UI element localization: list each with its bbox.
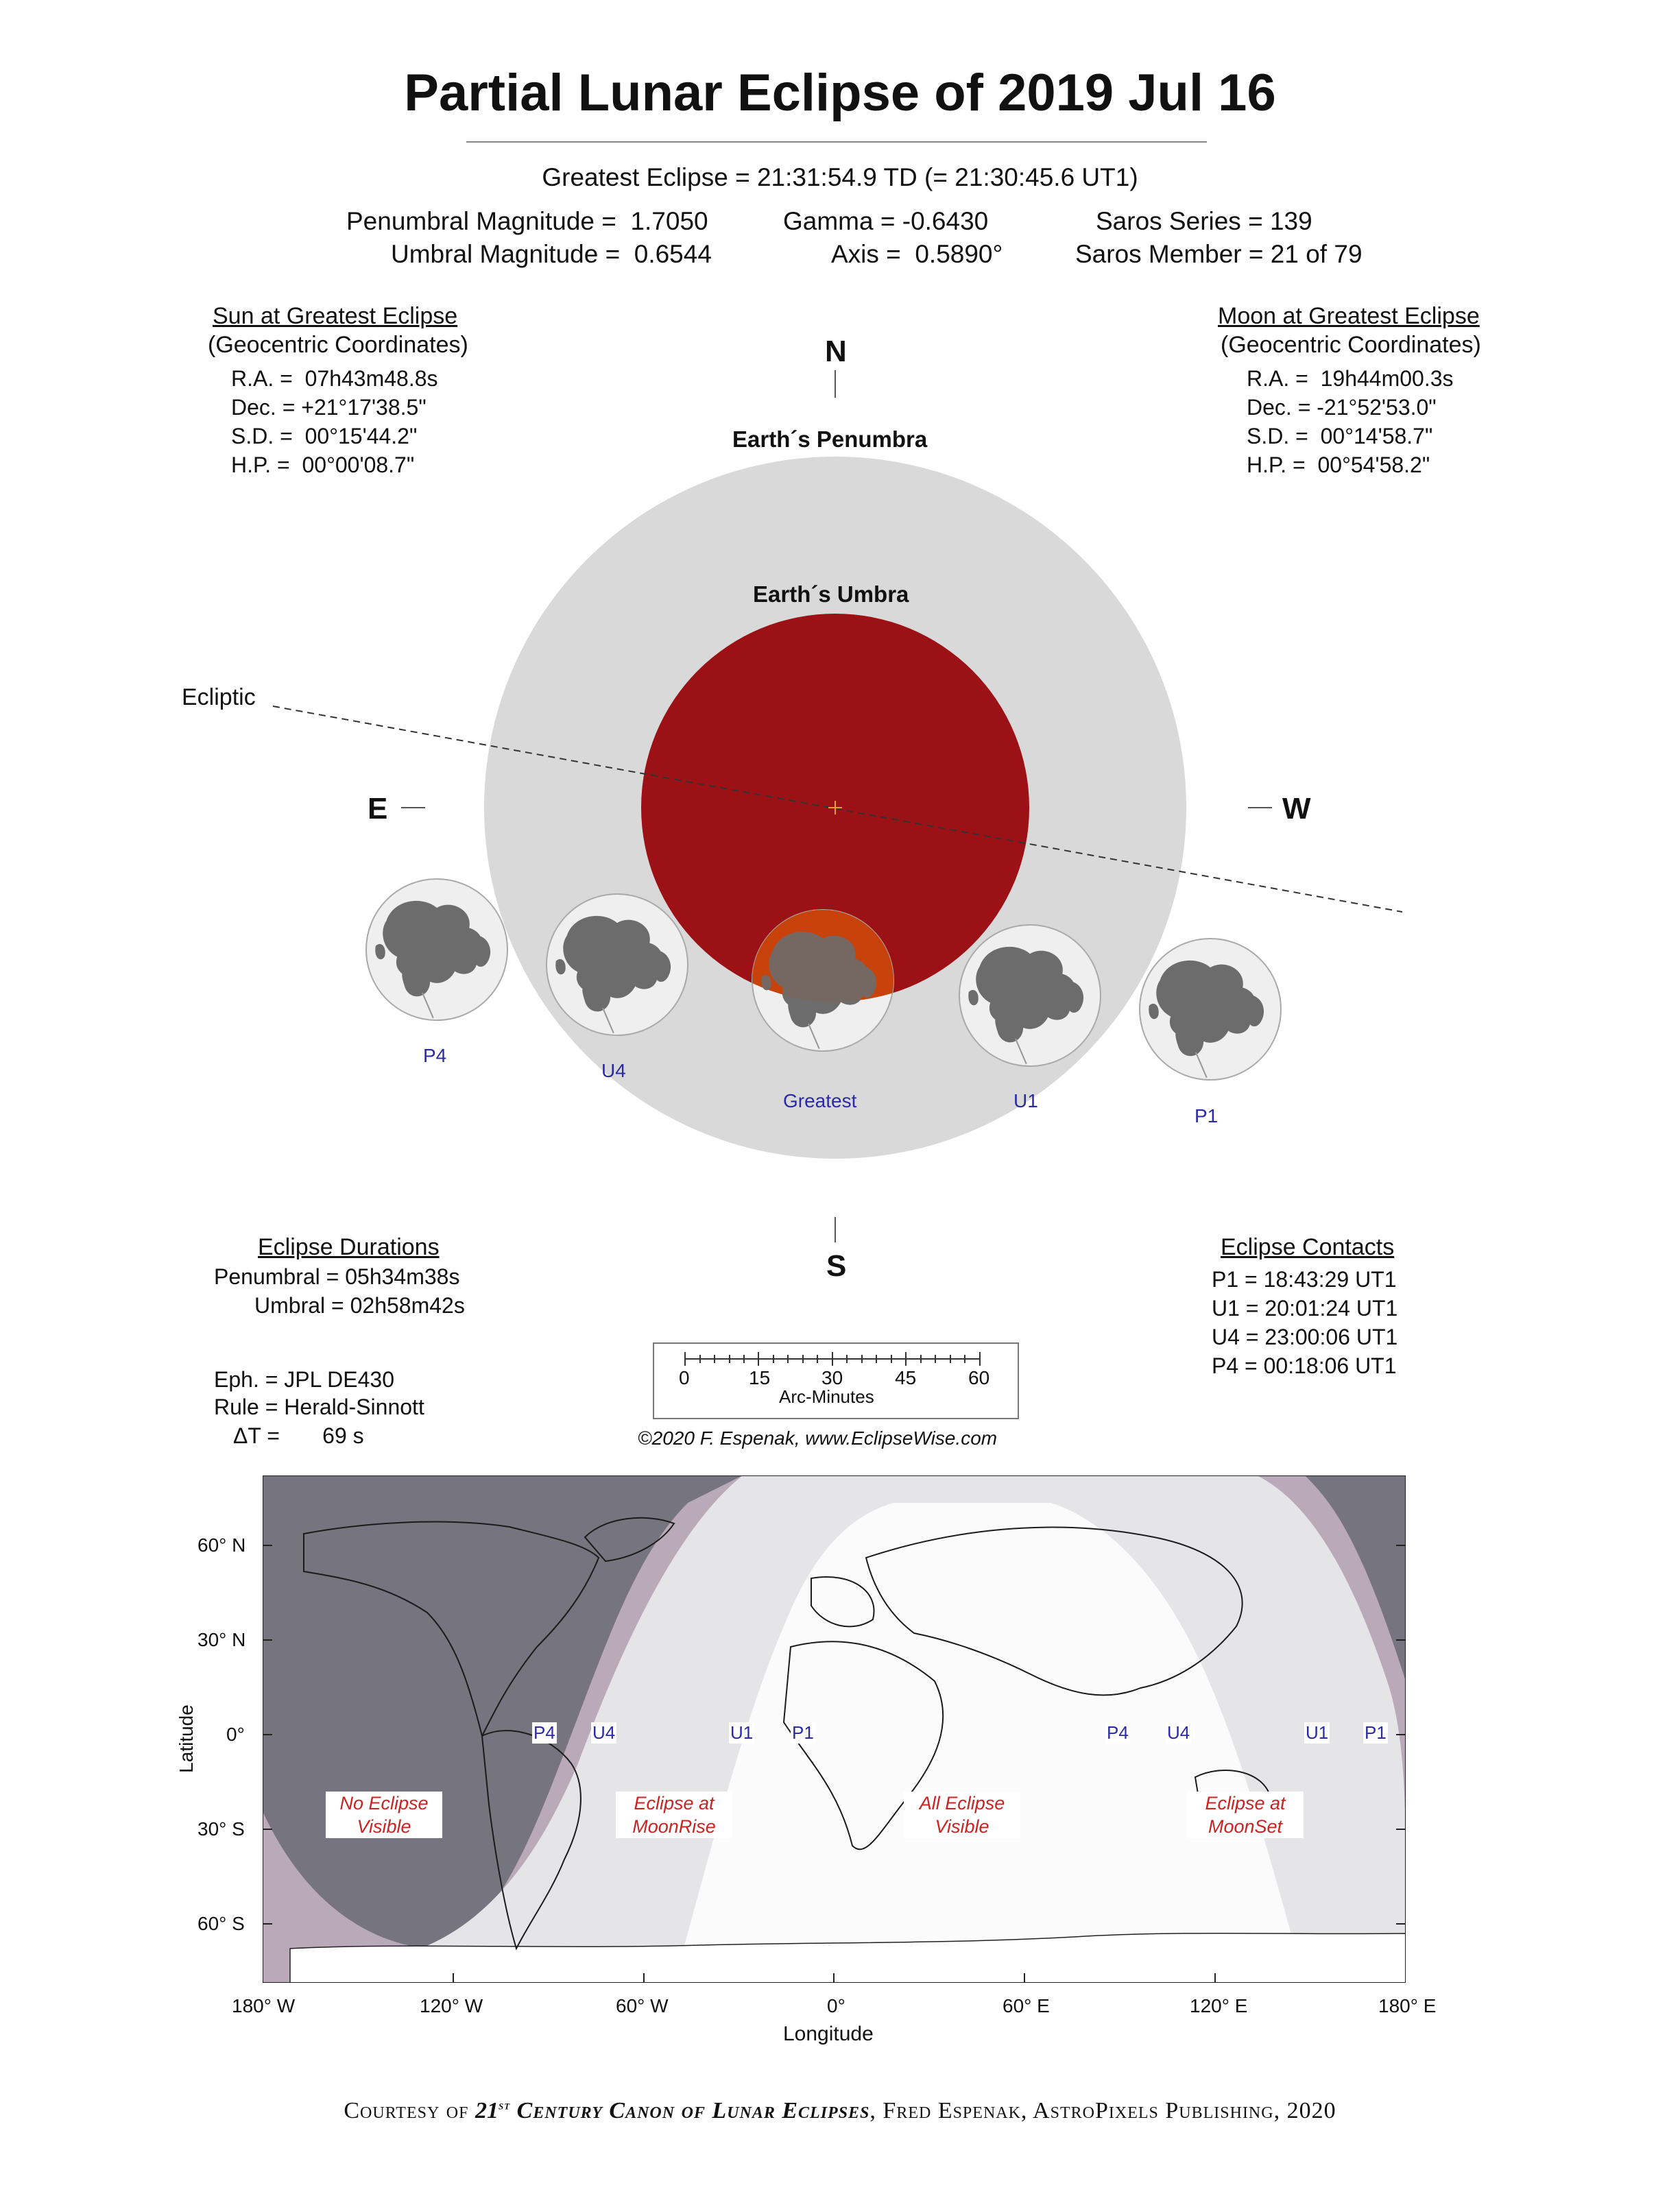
region-moonset-line1: Eclipse at: [1205, 1793, 1286, 1813]
sun-subheading: (Geocentric Coordinates): [208, 332, 468, 358]
map-contact-p1-left: P1: [792, 1722, 814, 1743]
scale-tick-30: 30: [821, 1367, 843, 1388]
sun-hp: H.P. = 00°00'08.7": [231, 453, 415, 477]
axis: Axis = 0.5890°: [831, 240, 1003, 268]
contact-label-greatest: Greatest: [783, 1090, 857, 1111]
moon-sd: S.D. = 00°14'58.7": [1247, 424, 1433, 448]
region-all-line1: All Eclipse: [919, 1793, 1005, 1813]
sun-heading: Sun at Greatest Eclipse: [213, 303, 458, 329]
west-label: W: [1282, 792, 1311, 825]
lat-tick-30s: 30° S: [197, 1818, 245, 1840]
map-contact-u1-right: U1: [1306, 1722, 1329, 1743]
scale-tick-0: 0: [679, 1367, 690, 1388]
credit-rest: , Fred Espenak, AstroPixels Publishing, 2020: [869, 2098, 1336, 2123]
contact-p1: P1 = 18:43:29 UT1: [1212, 1267, 1397, 1292]
saros-member: Saros Member = 21 of 79: [1075, 240, 1363, 268]
ephemeris: Eph. = JPL DE430: [214, 1367, 394, 1392]
south-label: S: [826, 1249, 847, 1283]
contact-label-u1: U1: [1013, 1090, 1038, 1111]
longitude-axis-label: Longitude: [783, 2023, 874, 2045]
moon-u4: [547, 894, 688, 1035]
east-label: E: [368, 792, 388, 825]
region-no-eclipse-line1: No Eclipse: [339, 1793, 429, 1813]
lat-tick-60s: 60° S: [197, 1913, 245, 1934]
lat-tick-0: 0°: [226, 1724, 245, 1745]
gamma: Gamma = -0.6430: [783, 207, 989, 235]
lon-tick-180w: 180° W: [232, 1995, 296, 2016]
contact-label-u4: U4: [601, 1060, 626, 1081]
copyright: ©2020 F. Espenak, www.EclipseWise.com: [638, 1427, 998, 1449]
lon-tick-60w: 60° W: [616, 1995, 669, 2016]
map-contact-u4-right: U4: [1167, 1722, 1190, 1743]
lon-tick-60e: 60° E: [1003, 1995, 1050, 2016]
rule: Rule = Herald-Sinnott: [214, 1395, 424, 1419]
lon-tick-120e: 120° E: [1190, 1995, 1248, 2016]
umbral-magnitude: Umbral Magnitude = 0.6544: [391, 240, 712, 268]
moon-dec: Dec. = -21°52'53.0": [1247, 395, 1437, 420]
moon-u1: [959, 925, 1101, 1066]
region-all-line2: Visible: [935, 1816, 989, 1837]
region-moonrise-line2: MoonRise: [632, 1816, 716, 1837]
credit-line: [0, 2098, 1680, 2124]
moon-hp: H.P. = 00°54'58.2": [1247, 453, 1430, 477]
ecliptic-label: Ecliptic: [182, 684, 256, 710]
visibility-map: [263, 1475, 1406, 1983]
sun-ra: R.A. = 07h43m48.8s: [231, 366, 438, 391]
lon-tick-0: 0°: [827, 1995, 845, 2016]
page-title: Partial Lunar Eclipse of 2019 Jul 16: [404, 64, 1276, 122]
credit-num: 21: [475, 2098, 499, 2123]
lat-tick-30n: 30° N: [197, 1629, 246, 1650]
moon-subheading: (Geocentric Coordinates): [1221, 332, 1481, 358]
lon-tick-120w: 120° W: [420, 1995, 483, 2016]
moon-heading: Moon at Greatest Eclipse: [1218, 303, 1480, 329]
sun-dec: Dec. = +21°17'38.5": [231, 395, 427, 420]
saros-series: Saros Series = 139: [1096, 207, 1312, 235]
penumbral-magnitude: Penumbral Magnitude = 1.7050: [346, 207, 708, 235]
duration-penumbral: Penumbral = 05h34m38s: [214, 1264, 460, 1289]
moon-ra: R.A. = 19h44m00.3s: [1247, 366, 1454, 391]
contact-p4: P4 = 00:18:06 UT1: [1212, 1353, 1397, 1378]
penumbra-label: Earth´s Penumbra: [732, 426, 928, 452]
scale-tick-45: 45: [895, 1367, 917, 1388]
map-contact-u1-left: U1: [730, 1722, 754, 1743]
north-label: N: [825, 335, 847, 368]
moon-p1: [1140, 939, 1281, 1080]
delta-t: ΔT = 69 s: [233, 1423, 364, 1448]
region-moonrise-line1: Eclipse at: [634, 1793, 715, 1813]
durations-heading: Eclipse Durations: [258, 1234, 440, 1260]
map-contact-p1-right: P1: [1365, 1722, 1387, 1743]
region-no-eclipse: [326, 1792, 442, 1838]
contact-u4: U4 = 23:00:06 UT1: [1212, 1325, 1398, 1349]
scale-unit: Arc-Minutes: [779, 1386, 874, 1407]
latitude-axis-label: Latitude: [175, 1704, 197, 1773]
map-contact-u4-left: U4: [592, 1722, 616, 1743]
contact-u1: U1 = 20:01:24 UT1: [1212, 1296, 1398, 1321]
map-contact-p4-left: P4: [533, 1722, 555, 1743]
credit-sup: st: [498, 2098, 511, 2112]
moon-p4: [366, 879, 507, 1020]
contact-label-p1: P1: [1195, 1105, 1219, 1126]
scale-tick-15: 15: [749, 1367, 771, 1388]
map-contact-p4-right: P4: [1107, 1722, 1129, 1743]
credit-courtesy: Courtesy of: [344, 2098, 475, 2123]
scale-tick-60: 60: [968, 1367, 990, 1388]
region-moonset-line2: MoonSet: [1208, 1816, 1283, 1837]
region-moonrise: [616, 1792, 732, 1838]
region-no-eclipse-line2: Visible: [357, 1816, 411, 1837]
region-all: [904, 1792, 1020, 1838]
lat-tick-60n: 60° N: [197, 1534, 246, 1556]
contacts-heading: Eclipse Contacts: [1221, 1234, 1395, 1260]
lon-tick-180e: 180° E: [1378, 1995, 1437, 2016]
duration-umbral: Umbral = 02h58m42s: [254, 1293, 465, 1318]
greatest-eclipse: Greatest Eclipse = 21:31:54.9 TD (= 21:30:45.6 UT1): [542, 163, 1138, 191]
umbra-label: Earth´s Umbra: [753, 581, 909, 607]
contact-label-p4: P4: [423, 1045, 447, 1066]
credit-book: Century Canon of Lunar Eclipses: [510, 2098, 870, 2123]
region-moonset: [1187, 1792, 1304, 1838]
sun-sd: S.D. = 00°15'44.2": [231, 424, 418, 448]
